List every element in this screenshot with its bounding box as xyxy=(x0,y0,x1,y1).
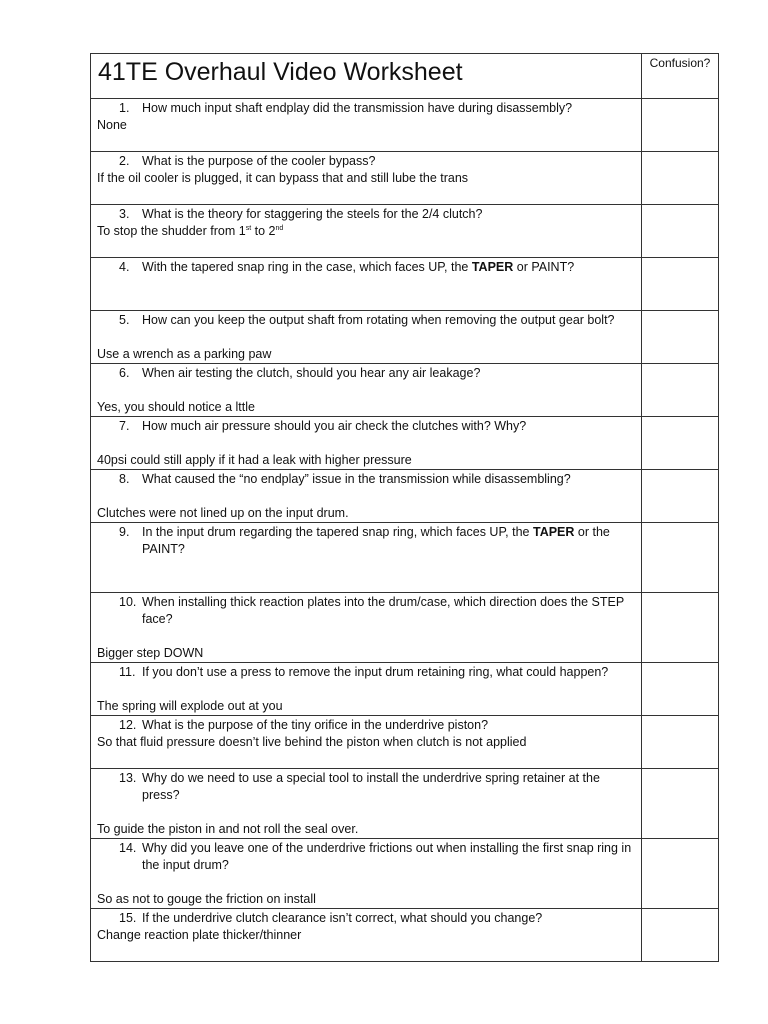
question-cell-11 xyxy=(91,663,642,716)
question-row-6 xyxy=(91,364,719,417)
answer-3 xyxy=(91,223,641,240)
question-cell-9 xyxy=(91,523,642,593)
confusion-cell-10[interactable] xyxy=(642,593,719,663)
question-row-7 xyxy=(91,417,719,470)
confusion-cell-1[interactable] xyxy=(642,99,719,152)
question-6 xyxy=(91,365,641,382)
question-row-2 xyxy=(91,152,719,205)
question-text: What is the purpose of the tiny orifice in the underdrive piston? xyxy=(142,718,489,732)
question-number: 12. xyxy=(119,718,137,732)
answer-14: So as not to gouge the friction on install xyxy=(97,892,316,906)
question-row-3 xyxy=(91,205,719,258)
confusion-cell-3[interactable] xyxy=(642,205,719,258)
question-row-1 xyxy=(91,99,719,152)
answer-12: So that fluid pressure doesn’t live behind the piston when clutch is not applied xyxy=(97,735,527,749)
question-text: If the underdrive clutch clearance isn’t correct, what should you change? xyxy=(142,911,543,925)
question-cell-15 xyxy=(91,909,642,962)
answer-1: None xyxy=(97,118,127,132)
question-number: 11. xyxy=(119,665,136,679)
question-3 xyxy=(91,206,641,223)
question-cell-1 xyxy=(91,99,642,152)
answer-10: Bigger step DOWN xyxy=(97,646,204,660)
answer-2: If the oil cooler is plugged, it can bypass that and still lube the trans xyxy=(97,171,469,185)
question-row-11 xyxy=(91,663,719,716)
question-text: When installing thick reaction plates into the drum/case, which direction does the STEP face? xyxy=(142,595,624,626)
ordinal-suffix: nd xyxy=(275,224,284,232)
question-number: 9. xyxy=(119,525,130,539)
question-text: With the tapered snap ring in the case, which faces UP, the xyxy=(142,260,472,274)
emphasis-taper: TAPER xyxy=(532,525,575,539)
question-cell-13 xyxy=(91,769,642,839)
question-row-14 xyxy=(91,839,719,909)
question-number: 15. xyxy=(119,911,137,925)
question-row-4 xyxy=(91,258,719,311)
confusion-cell-4[interactable] xyxy=(642,258,719,311)
question-number: 6. xyxy=(119,366,130,380)
question-4 xyxy=(91,259,641,276)
worksheet-title: 41TE Overhaul Video Worksheet xyxy=(98,58,463,86)
question-cell-10 xyxy=(91,593,642,663)
question-row-5 xyxy=(91,311,719,364)
question-11 xyxy=(91,664,641,681)
answer-8: Clutches were not lined up on the input drum. xyxy=(97,506,349,520)
question-13 xyxy=(91,770,641,804)
confusion-cell-13[interactable] xyxy=(642,769,719,839)
header-row xyxy=(91,54,719,99)
question-text: How much input shaft endplay did the transmission have during disassembly? xyxy=(142,101,573,115)
confusion-cell-11[interactable] xyxy=(642,663,719,716)
answer-text: to 2 xyxy=(251,224,276,238)
question-number: 3. xyxy=(119,207,130,221)
question-number: 7. xyxy=(119,419,130,433)
confusion-header: Confusion? xyxy=(649,56,711,70)
confusion-cell-12[interactable] xyxy=(642,716,719,769)
question-number: 5. xyxy=(119,313,130,327)
question-row-13 xyxy=(91,769,719,839)
answer-5: Use a wrench as a parking paw xyxy=(97,347,272,361)
question-7 xyxy=(91,418,641,435)
question-cell-3 xyxy=(91,205,642,258)
question-9 xyxy=(91,524,641,558)
confusion-cell-15[interactable] xyxy=(642,909,719,962)
question-text: Why did you leave one of the underdrive frictions out when installing the first snap ring in the input drum? xyxy=(142,841,632,872)
worksheet-table xyxy=(90,53,719,962)
question-number: 4. xyxy=(119,260,130,274)
answer-13: To guide the piston in and not roll the seal over. xyxy=(97,822,359,836)
confusion-cell-6[interactable] xyxy=(642,364,719,417)
question-2 xyxy=(91,153,641,170)
question-text: or PAINT? xyxy=(513,260,575,274)
question-text: If you don’t use a press to remove the input drum retaining ring, what could happen? xyxy=(142,665,609,679)
emphasis-taper: TAPER xyxy=(471,260,514,274)
question-text: How much air pressure should you air check the clutches with? Why? xyxy=(142,419,527,433)
answer-text: To stop the shudder from 1 xyxy=(97,224,246,238)
question-15 xyxy=(91,910,641,927)
question-8 xyxy=(91,471,641,488)
question-row-8 xyxy=(91,470,719,523)
question-cell-6 xyxy=(91,364,642,417)
ordinal-suffix: st xyxy=(245,224,252,232)
question-5 xyxy=(91,312,641,329)
question-number: 14. xyxy=(119,841,137,855)
question-1 xyxy=(91,100,641,117)
title-cell xyxy=(91,54,642,99)
question-row-9 xyxy=(91,523,719,593)
answer-7: 40psi could still apply if it had a leak with higher pressure xyxy=(97,453,412,467)
question-14 xyxy=(91,840,641,874)
question-text: Why do we need to use a special tool to install the underdrive spring retainer at the press? xyxy=(142,771,600,802)
question-text: How can you keep the output shaft from rotating when removing the output gear bolt? xyxy=(142,313,615,327)
answer-11: The spring will explode out at you xyxy=(97,699,283,713)
confusion-cell-5[interactable] xyxy=(642,311,719,364)
question-cell-7 xyxy=(91,417,642,470)
question-row-15 xyxy=(91,909,719,962)
confusion-cell-7[interactable] xyxy=(642,417,719,470)
question-cell-12 xyxy=(91,716,642,769)
confusion-cell-14[interactable] xyxy=(642,839,719,909)
question-text: What is the purpose of the cooler bypass? xyxy=(142,154,376,168)
question-number: 2. xyxy=(119,154,130,168)
question-row-10 xyxy=(91,593,719,663)
question-number: 1. xyxy=(119,101,130,115)
question-text: In the input drum regarding the tapered snap ring, which faces UP, the xyxy=(142,525,533,539)
confusion-header-cell xyxy=(642,54,719,99)
question-10 xyxy=(91,594,641,628)
question-number: 8. xyxy=(119,472,130,486)
confusion-cell-2[interactable] xyxy=(642,152,719,205)
confusion-cell-9[interactable] xyxy=(642,523,719,593)
question-text: What caused the “no endplay” issue in the transmission while disassembling? xyxy=(142,472,571,486)
question-number: 10. xyxy=(119,595,137,609)
confusion-cell-8[interactable] xyxy=(642,470,719,523)
question-cell-2 xyxy=(91,152,642,205)
question-cell-4 xyxy=(91,258,642,311)
answer-6: Yes, you should notice a lttle xyxy=(97,400,255,414)
question-text: What is the theory for staggering the steels for the 2/4 clutch? xyxy=(142,207,483,221)
question-number: 13. xyxy=(119,771,137,785)
question-cell-8 xyxy=(91,470,642,523)
answer-15: Change reaction plate thicker/thinner xyxy=(97,928,302,942)
question-cell-14 xyxy=(91,839,642,909)
question-row-12 xyxy=(91,716,719,769)
question-cell-5 xyxy=(91,311,642,364)
question-12 xyxy=(91,717,641,734)
question-text: When air testing the clutch, should you hear any air leakage? xyxy=(142,366,481,380)
question-text: or the PAINT? xyxy=(142,525,610,556)
